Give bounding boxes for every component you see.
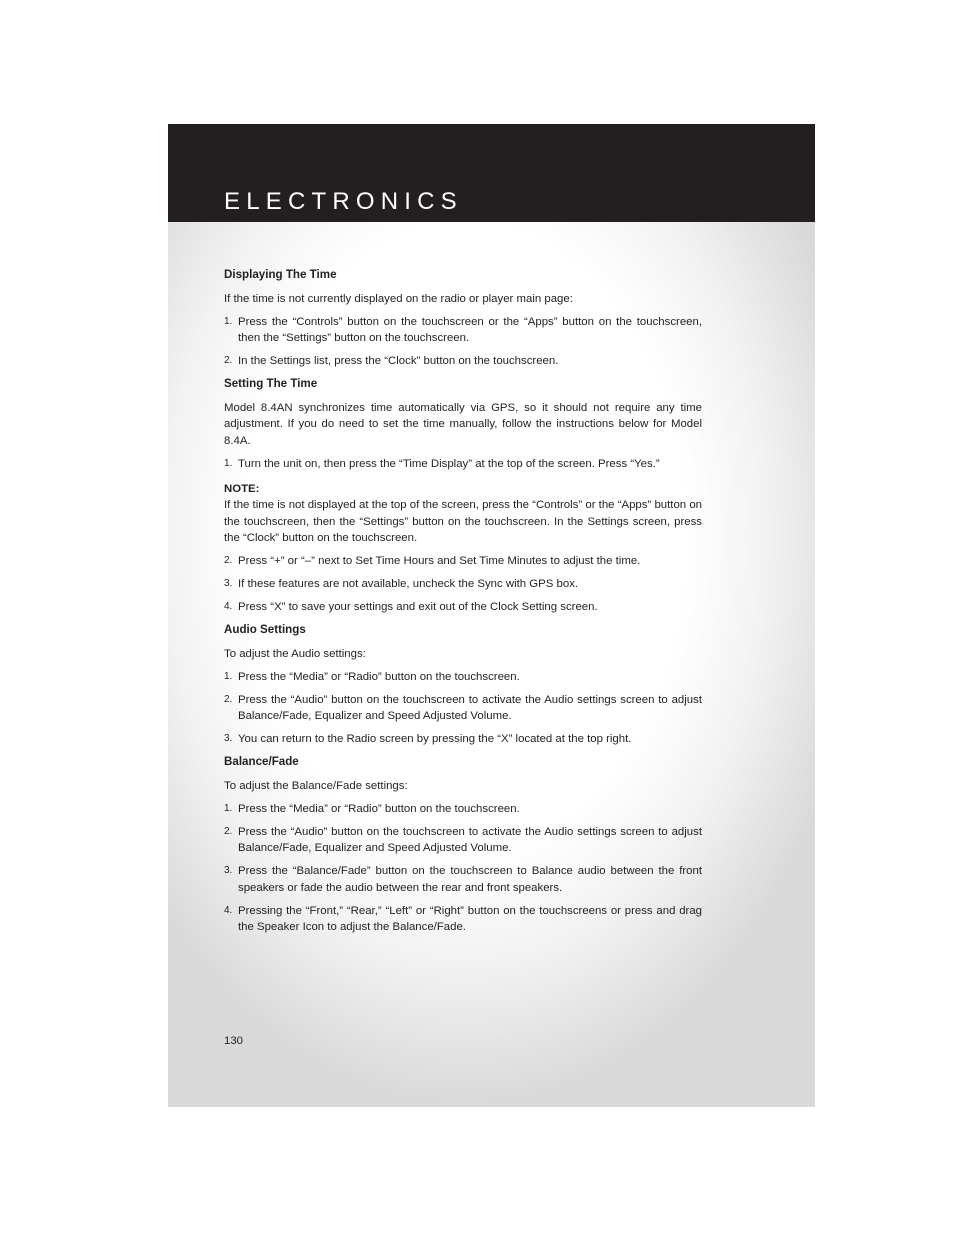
list-item — [224, 824, 702, 857]
list-item-number: 1. — [224, 315, 233, 327]
list-audio-settings — [224, 669, 702, 748]
note-label: NOTE: — [224, 483, 260, 495]
section-title: ELECTRONICS — [224, 188, 463, 215]
list-item-text: In the Settings list, press the “Clock” button on the touchscreen. — [238, 355, 559, 367]
list-item — [224, 599, 702, 616]
list-item-text: Press the “Audio” button on the touchscreen to activate the Audio settings screen to adjust Balance/Fade, Equalizer and Speed Adjusted Volume. — [238, 693, 702, 722]
paragraph-balance-intro: To adjust the Balance/Fade settings: — [224, 779, 408, 792]
list-item — [224, 553, 702, 570]
list-item-number: 1. — [224, 802, 233, 814]
list-item-text: Press the “Controls” button on the touchscreen or the “Apps” button on the touchscreen, then the “Settings” button on the touchscreen. — [238, 315, 702, 344]
list-item-number: 3. — [224, 578, 233, 589]
list-item-number: 1. — [224, 457, 233, 469]
list-balance-fade — [224, 801, 702, 936]
list-item-number: 3. — [224, 733, 233, 744]
list-item-number: 1. — [224, 670, 233, 682]
list-item-text: Press the “Balance/Fade” button on the touchscreen to Balance audio between the front speakers or fade the audio between the rear and front speakers. — [238, 865, 702, 894]
list-item-number: 2. — [224, 355, 233, 366]
list-item-number: 4. — [224, 601, 233, 612]
list-item-number: 4. — [224, 904, 233, 916]
list-item — [224, 692, 702, 725]
list-item — [224, 314, 702, 347]
list-item-text: If these features are not available, uncheck the Sync with GPS box. — [238, 578, 579, 590]
list-item — [224, 456, 702, 473]
heading-audio-settings: Audio Settings — [224, 623, 306, 636]
list-item-text: Press “+” or “–” next to Set Time Hours and Set Time Minutes to adjust the time. — [238, 555, 641, 567]
list-item-number: 3. — [224, 865, 233, 876]
list-item-text: Pressing the “Front,” “Rear,” “Left” or “Right” button on the touchscreens or press and drag the Speaker Icon to adjust the Balance/Fade. — [238, 904, 702, 933]
list-item-text: Press “X” to save your settings and exit out of the Clock Setting screen. — [238, 601, 598, 613]
list-item-number: 2. — [224, 555, 233, 566]
list-item-text: Press the “Media” or “Radio” button on the touchscreen. — [238, 802, 520, 815]
page-number: 130 — [224, 1035, 244, 1047]
list-item-text: You can return to the Radio screen by pressing the “X” located at the top right. — [238, 733, 632, 745]
list-item-text: Turn the unit on, then press the “Time Display” at the top of the screen. Press “Yes.” — [238, 457, 660, 470]
list-item-number: 2. — [224, 825, 233, 837]
page-content — [224, 267, 702, 942]
manual-page — [168, 124, 815, 1107]
list-item-text: Press the “Audio” button on the touchscreen to activate the Audio settings screen to adjust Balance/Fade, Equalizer and Speed Adjusted Volume. — [238, 825, 702, 854]
paragraph-setting-intro: Model 8.4AN synchronizes time automatically via GPS, so it should not require any time adjustment. If you do need to set the time manually, follow the instructions below for Model 8.4A. — [224, 401, 702, 447]
heading-setting-the-time: Setting The Time — [224, 377, 318, 390]
heading-displaying-the-time: Displaying The Time — [224, 268, 337, 281]
list-item — [224, 903, 702, 936]
list-setting-the-time-after-note — [224, 553, 702, 616]
list-displaying-the-time — [224, 314, 702, 370]
paragraph-audio-intro: To adjust the Audio settings: — [224, 647, 366, 660]
list-item — [224, 669, 702, 686]
list-item — [224, 801, 702, 818]
list-item-text: Press the “Media” or “Radio” button on the touchscreen. — [238, 670, 520, 683]
list-item — [224, 863, 702, 896]
list-item — [224, 576, 702, 593]
paragraph-displaying-intro: If the time is not currently displayed on the radio or player main page: — [224, 292, 573, 305]
note-text: If the time is not displayed at the top of the screen, press the “Controls” or the “Apps” button on the touchscreen, then the “Settings” button on the touchscreen. In the Settings screen, press the “Clock” button on the touchscreen. — [224, 499, 702, 544]
list-item-number: 2. — [224, 693, 233, 705]
section-header-bar — [168, 124, 815, 222]
list-setting-the-time-before-note — [224, 456, 702, 473]
list-item — [224, 353, 702, 370]
list-item — [224, 731, 702, 748]
heading-balance-fade: Balance/Fade — [224, 755, 299, 768]
